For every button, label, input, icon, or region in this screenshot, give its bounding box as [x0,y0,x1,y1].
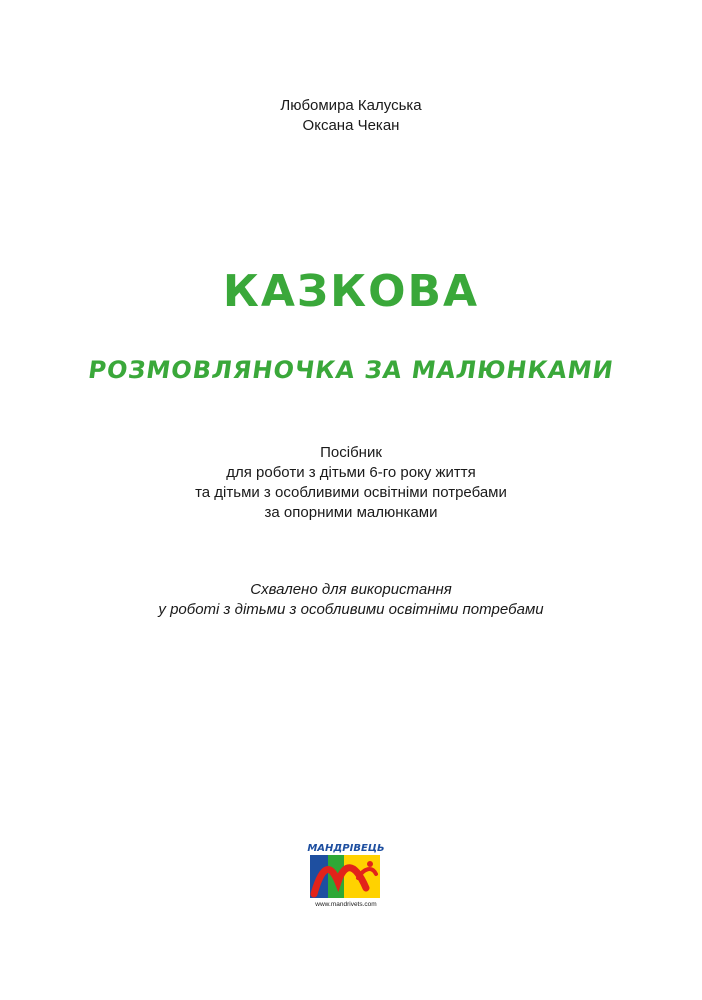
description-line-1: Посібник [320,444,382,461]
book-title: КАЗКОВА [222,266,480,317]
author-2: Оксана Чекан [302,117,400,134]
publisher-name: МАНДРІВЕЦЬ [307,843,385,854]
publisher-logo-icon [296,838,396,910]
description-line-2: для роботи з дітьми 6-го року життя [226,464,476,481]
description-line-4: за опорними малюнками [264,504,438,521]
book-subtitle: РОЗМОВЛЯНОЧКА ЗА МАЛЮНКАМИ [86,356,616,384]
author-1: Любомира Калуська [280,97,422,114]
publisher-url: www.mandrivets.com [315,901,377,908]
book-description [0,443,702,523]
approval-line-2: у роботі з дітьми з особливими освітніми потребами [158,601,544,618]
publisher-logo [296,838,396,910]
approval-line-1: Схвалено для використання [250,581,452,598]
approval-note [0,580,702,620]
description-line-3: та дітьми з особливими освітніми потребами [195,484,507,501]
authors-block [0,96,702,136]
